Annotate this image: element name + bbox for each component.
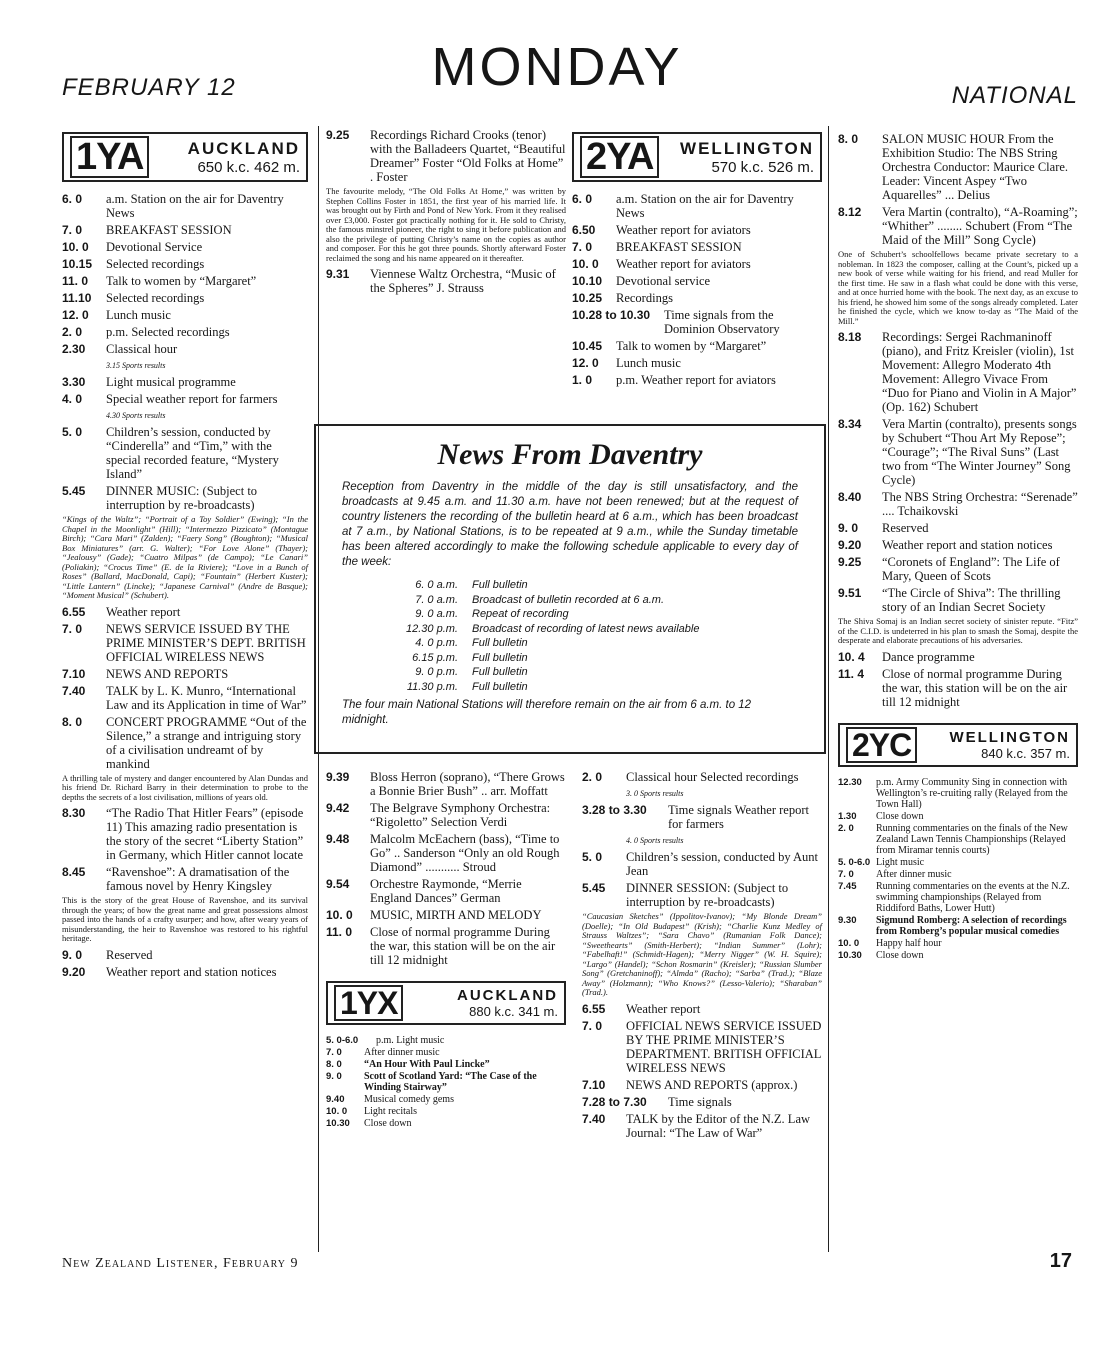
daventry-intro: Reception from Daventry in the middle of the day is still unsatisfactory, and the broadcasts at 9.45 a.m. and 11.30 a.m. have not been renewed; but at the request of country listeners the recording of the bulletin heard at 6 a.m., which has been broadcast at 7 a.m., by National Stations, is to be repeated at 9 a.m., while the Sunday timetable has been altered accordingly to make the following schedule applicable to every day of the week: [342, 481, 798, 568]
list-item: 9.31 Viennese Waltz Orchestra, “Music of the Spheres” J. Strauss [326, 267, 556, 295]
station-city: WELLINGTON [949, 728, 1070, 746]
column-1ya-late [326, 770, 566, 1130]
list-item: 7.28 to 7.30 Time signals [582, 1094, 732, 1109]
list-item: 10. 0 Light recitals [326, 1106, 418, 1117]
schedule-row: 4. 0 p.m. Full bulletin [415, 637, 528, 649]
list-item: 9.25 “Coronets of England”: The Life of Mary, Queen of Scots [838, 555, 1060, 583]
header-network: NATIONAL [951, 82, 1078, 109]
list-item: 9.40 Musical comedy gems [326, 1094, 454, 1105]
station-city: AUCKLAND [457, 987, 558, 1004]
list-item: 6.55 Weather report [62, 604, 181, 619]
station-city: AUCKLAND [187, 138, 300, 158]
list-item: 8.12 Vera Martin (contralto), “A-Roaming”; “Whither” ........ Schubert (From “The Maid of the Mill” Song Cycle) [838, 205, 1078, 247]
column-2ya-continued [582, 770, 822, 1143]
list-item: 12. 0 Lunch music [572, 356, 681, 370]
list-item: 11. 4 Close of normal programme During the war, this station will be on the air till 12 midnight [838, 666, 1068, 709]
list-item: 9.42 The Belgrave Symphony Orchestra: “Rigoletto” Selection Verdi [326, 801, 551, 829]
list-item: 5. 0 Children’s session, conducted by “Cinderella” and “Tim,” with the special recorded feature, “Mystery Island” [62, 425, 279, 481]
list-item: 10.10 Devotional service [572, 274, 711, 288]
list-item: 8. 0 SALON MUSIC HOUR From the Exhibition Studio: The NBS String Orchestra Conductor: Maurice Clare. Leader: Vincent Aspey “Two Aquarelles” ... Delius [838, 132, 1069, 202]
list-item: 4. 0 Special weather report for farmers [62, 392, 278, 406]
list-item: 7.40 TALK by the Editor of the N.Z. Law Journal: “The Law of War” [582, 1111, 811, 1140]
daventry-footer: The four main National Stations will therefore remain on the air from 6 a.m. to 12 midnight. [342, 699, 752, 726]
schedule-row: 11.30 p.m. Full bulletin [406, 680, 528, 693]
programme-list-1yx [326, 1035, 566, 1129]
programme-note: One of Schubert’s schoolfellows became private secretary to a nobleman. In 1823 the composer, calling at the Count’s, picked up a new book of verse while waiting for his friend, and read Muller for the first time. He saw in a flash what could be done with this verse, and at once hurried home with the book. The next day, as an excuse to his friend, he showed him some of the songs already completed. Later he finished the cycle, which we know to-day as “The Maid of the Mill.” [838, 249, 1078, 326]
list-item: 10.30 Close down [838, 949, 924, 961]
list-item: 7. 0 After dinner music [838, 868, 952, 880]
list-item: 10. 0 Weather report for aviators [572, 257, 751, 271]
schedule-row: 6. 0 a.m. Full bulletin [415, 579, 528, 591]
list-item: 9. 0 Scott of Scotland Yard: “The Case of the Winding Stairway” [326, 1071, 537, 1093]
station-frequency: 880 k.c. 341 m. [469, 1004, 558, 1019]
list-item: 8.40 The NBS String Orchestra: “Serenade” .... Tchaikovski [838, 490, 1078, 518]
programme-note: The favourite melody, “The Old Folks At Home,” was written by Stephen Collins Foster in 1851, the first year of his married life. It was brought out by Firth and Pond of New York. From it they realised over £3,000. Foster got practically nothing for it. He sold to Christy, the famous minstrel pioneer, the right to sing it before publication and also the privilege of putting Christy’s name on the copies as author and composer. For this he got three pounds. Shortly afterward Foster reclaimed the song and his name appeared on it thereafter. [326, 186, 566, 263]
list-item: 8. 0 “An Hour With Paul Lincke” [326, 1059, 490, 1070]
schedule-row: 9. 0 p.m. Full bulletin [415, 666, 528, 678]
list-item: 10.30 Close down [326, 1118, 412, 1129]
dinner-music-note: “Kings of the Waltz”; “Portrait of a Toy Soldier” (Ewing); “In the Chapel in the Moonlight” (Hill); “Intermezzo Pizzicato” (Montague Birch); “Cara Mari” (Zalden); “Faery Song” (Boughton); “Musical Box Miniatures” (arr. G. Walter); “For Love Alone” (Thayer); “Jealousy” (Gade); “Cuatro Milpas” (de Campo); “Le Canari” (Poliakin); “Crocus Time” (E. de la Riviere); “Love in a Bunch of Roses” (Ballard, MacDonald, Capi); “Fountain” (Herbert Kuster); “Little Lantern” (Lincke); “Japanese Carnival” (Andre de Basque); “Moment Musical” (Schubert). [62, 514, 308, 600]
list-item: 3.28 to 3.30 Time signals Weather report for farmers [582, 803, 809, 831]
list-item: 10.45 Talk to women by “Margaret” [572, 339, 767, 353]
column-1ya [62, 128, 308, 982]
list-item: 7.40 TALK by L. K. Munro, “International Law and its Application in time of War” [62, 683, 307, 712]
list-item: 7. 0 NEWS SERVICE ISSUED BY THE PRIME MINISTER’S DEPT. BRITISH OFFICIAL WIRELESS NEWS [62, 621, 306, 664]
schedule-row: 9. 0 a.m. Repeat of recording [415, 608, 569, 620]
list-item: 2.30 Classical hour [62, 342, 178, 356]
list-item: 7. 0 BREAKFAST SESSION [572, 240, 742, 254]
list-item: 5. 0 Children’s session, conducted by Aunt Jean [582, 850, 818, 878]
page-number: 17 [1049, 1250, 1072, 1272]
publication-footer: New Zealand Listener, February 9 [62, 1256, 299, 1271]
list-item: 2. 0 p.m. Selected recordings [62, 325, 230, 339]
schedule-row: 12.30 p.m. Broadcast of recording of latest news available [406, 622, 700, 635]
list-item: 6. 0 a.m. Station on the air for Daventry News [572, 192, 794, 220]
list-item: 8. 0 CONCERT PROGRAMME “Out of the Silence,” a strange and intriguing story of a civilisation undreamt of by mankind [62, 714, 307, 771]
station-frequency: 570 k.c. 526 m. [711, 158, 814, 176]
list-item: 12.30 p.m. Army Community Sing in connection with Wellington’s re-cruiting rally (Relayed from the Town Hall) [838, 776, 1068, 810]
list-item: 9.25 Recordings Richard Crooks (tenor) with the Balladeers Quartet, “Beautiful Dreamer” Foster “Old Folks at Home” . Foster [326, 128, 566, 184]
station-call-sign: 1YA [70, 136, 149, 178]
station-frequency: 650 k.c. 462 m. [197, 158, 300, 176]
list-item: 6. 0 a.m. Station on the air for Daventry News [62, 192, 284, 220]
list-item: 11. 0 Talk to women by “Margaret” [62, 274, 257, 288]
programme-note: This is the story of the great House of Ravenshoe, and its survival through the years; of how the great name and great possessions almost passed into the hands of a crafty usurper; and how, after weary years of misunderstanding, the heir to Ravenshoe was restored to his rightful heritage. [62, 895, 308, 943]
header-day: MONDAY [431, 37, 683, 97]
programme-note: The Shiva Somaj is an Indian secret society of sinister repute. “Fitz” of the C.I.D. is undeterred in his plan to smash the Somaj, despite the desperate and elaborate precautions of his adversaries. [838, 616, 1078, 645]
station-logo-1yx [326, 981, 566, 1025]
list-item: 8.34 Vera Martin (contralto), presents songs by Schubert “Thou Art My Repose”; “Courage”; “The Rival Suns” (Last two from “The Winter Journey” Song Cycle) [838, 417, 1077, 487]
list-item: 7. 0 BREAKFAST SESSION [62, 223, 232, 237]
programme-note: A thrilling tale of mystery and danger encountered by Alan Dundas and his friend Dr. Richard Barry in their determination to probe to the depths the secrets of a lost civilisation, millions of years old. [62, 772, 308, 802]
station-call-sign: 2YC [846, 727, 917, 763]
column-2ya [572, 128, 822, 390]
list-item: 11.10 Selected recordings [62, 291, 205, 305]
list-item: 3.30 Light musical programme [62, 375, 236, 389]
list-item: 8.45 “Ravenshoe”: A dramatisation of the famous novel by Henry Kingsley [62, 865, 290, 893]
list-item: 10. 0 Happy half hour [838, 937, 942, 949]
list-item: 9. 0 Reserved [838, 521, 929, 535]
schedule-row: 6.15 p.m. Full bulletin [412, 651, 528, 664]
list-item: 5. 0-6.0 Light music [838, 856, 925, 868]
list-item: 7.10 NEWS AND REPORTS [62, 666, 229, 681]
list-item: 10.25 Recordings [572, 291, 673, 305]
list-item: 8.30 “The Radio That Hitler Fears” (episode 11) This amazing radio presentation is the story of the secret “Liberty Station” in Germany, which Hitler cannot locate [62, 806, 304, 862]
sports-note: 4. 0 Sports results [626, 836, 684, 845]
list-item: 5.45 DINNER MUSIC: (Subject to interruption by re-broadcasts) [62, 484, 258, 512]
station-call-sign: 1YX [334, 985, 403, 1021]
list-item: 7. 0 After dinner music [326, 1047, 440, 1058]
station-logo-2yc [838, 723, 1078, 767]
list-item: 9.54 Orchestre Raymonde, “Merrie England Dances” German [326, 877, 522, 905]
column-divider [828, 126, 829, 1252]
list-item: 9.20 Weather report and station notices [838, 538, 1053, 552]
list-item: 10. 4 Dance programme [838, 649, 975, 664]
sports-note: 3. 0 Sports results [626, 789, 684, 798]
column-1ya-continued [326, 128, 566, 298]
list-item: 6.55 Weather report [582, 1001, 701, 1016]
list-item: 5. 0-6.0 p.m. Light music [326, 1035, 445, 1046]
programme-list-2yc [838, 777, 1078, 961]
list-item: 6.50 Weather report for aviators [572, 223, 751, 237]
list-item: 10.28 to 10.30 Time signals from the Dominion Observatory [572, 308, 780, 336]
list-item: 1.30 Close down [838, 810, 924, 822]
list-item: 9.30 Sigmund Romberg: A selection of recordings from Romberg’s popular musical comedies [838, 914, 1067, 937]
station-logo-2ya [572, 132, 822, 182]
list-item: 9.20 Weather report and station notices [62, 964, 277, 979]
list-item: 7.45 Running commentaries on the events at the N.Z. swimming championships (Relayed from Riddiford Baths, Lower Hutt) [838, 880, 1070, 914]
station-logo-1ya [62, 132, 308, 182]
list-item: 2. 0 Classical hour Selected recordings [582, 770, 799, 784]
sports-note: 3.15 Sports results [106, 361, 166, 370]
daventry-news-box [314, 424, 826, 754]
programme-list [62, 192, 308, 979]
list-item: 10. 0 MUSIC, MIRTH AND MELODY [326, 908, 542, 922]
header-date: FEBRUARY 12 [62, 74, 236, 101]
station-call-sign: 2YA [580, 136, 659, 178]
list-item: 9.51 “The Circle of Shiva”: The thrilling story of an Indian Secret Society [838, 586, 1061, 614]
list-item: 5.45 DINNER SESSION: (Subject to interruption by re-broadcasts) [582, 881, 789, 909]
station-city: WELLINGTON [680, 138, 814, 158]
list-item: 9.39 Bloss Herron (soprano), “There Grows a Bonnie Brier Bush” .. arr. Moffatt [326, 770, 565, 798]
column-2ya-evening [838, 132, 1078, 962]
daventry-schedule [342, 578, 798, 694]
list-item: 2. 0 Running commentaries on the finals of the New Zealand Lawn Tennis Championships (Relayed from Miramar tennis courts) [838, 822, 1068, 856]
sports-note: 4.30 Sports results [106, 411, 166, 420]
daventry-title: News From Daventry [437, 438, 703, 471]
list-item: 9. 0 Reserved [62, 947, 153, 962]
station-frequency: 840 k.c. 357 m. [981, 745, 1070, 761]
list-item: 10. 0 Devotional Service [62, 240, 203, 254]
list-item: 1. 0 p.m. Weather report for aviators [572, 373, 776, 387]
list-item: 10.15 Selected recordings [62, 257, 205, 271]
list-item: 9.48 Malcolm McEachern (bass), “Time to Go” .. Sanderson “Only an old Rough Diamond” ........... Stroud [326, 832, 560, 874]
dinner-music-note: “Caucasian Sketches” (Ippolitov-Ivanov); “My Blonde Dream” (Doelle); “In Old Budapest” (Krish); “Charlie Kunz Medley of Strauss Waltzes”; “Sara Chavo” (Rumanian Folk Dance); “Sweethearts” (Smith-Herbert); “Indian Summer” (Lohr); “Fabelhaft!” (Schmidt-Hagen); “Merry Nigger” (W. H. Squire); “Largo” (Handel); “Schon Rosmarin” (Kreisler); “Russian Slumber Song” (Gretchaninoff); “Almda” (Racho); “Sarba” (Trad.); “Blaze Away” (Holzmann); “Who Knows?” (Lesso-Valerio); “Sharaban” (Trad.). [582, 911, 822, 997]
schedule-row: 7. 0 a.m. Broadcast of bulletin recorded at 6 a.m. [415, 593, 664, 606]
list-item: 12. 0 Lunch music [62, 308, 171, 322]
list-item: 7.10 NEWS AND REPORTS (approx.) [582, 1077, 798, 1092]
list-item: 8.18 Recordings: Sergei Rachmaninoff (piano), and Fritz Kreisler (violin), 1st Movement: Allegro Moderato 4th Movement: Allegro Vivace From “Duo for Piano and Violin in A Major” (Op. 162) Schubert [838, 330, 1077, 414]
list-item: 7. 0 OFFICIAL NEWS SERVICE ISSUED BY THE PRIME MINISTER’S DEPARTMENT. BRITISH OFFICIAL WIRELESS NEWS [582, 1018, 822, 1075]
list-item: 11. 0 Close of normal programme During the war, this station will be on the air till 12 midnight [326, 925, 556, 967]
